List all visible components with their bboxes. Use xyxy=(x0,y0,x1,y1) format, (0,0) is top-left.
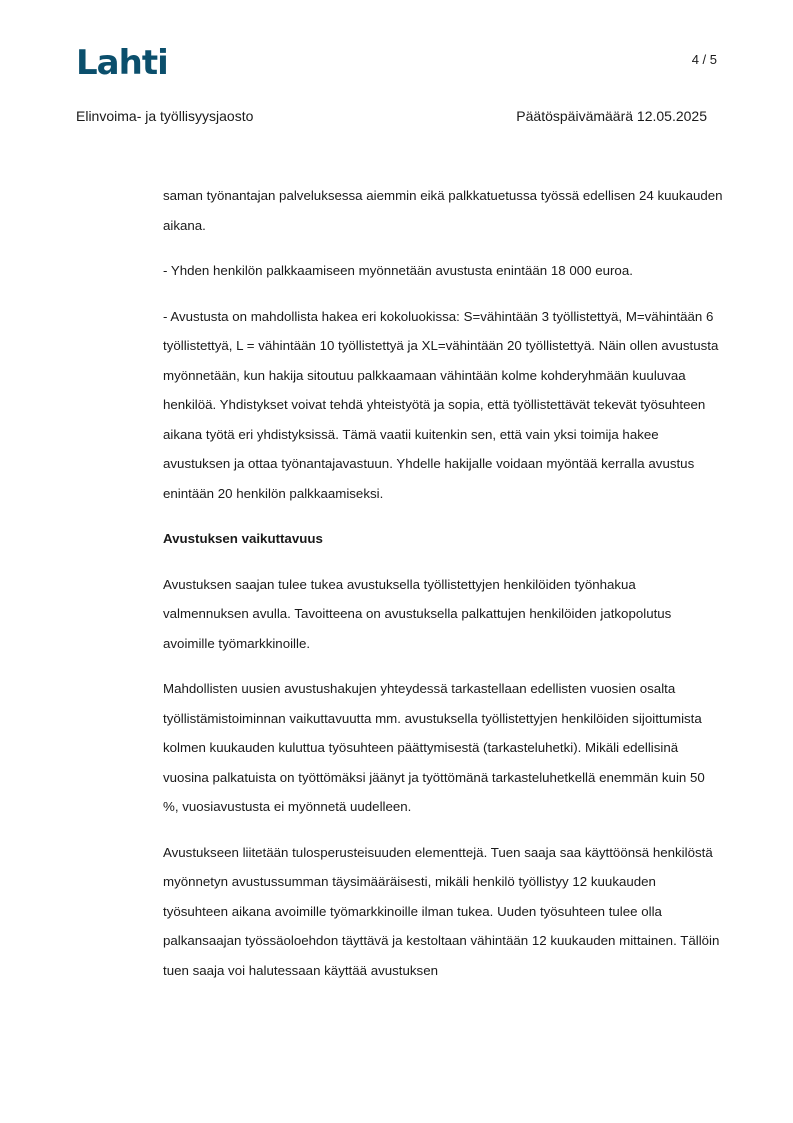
page-number: 4 / 5 xyxy=(691,52,717,67)
section-heading: Avustuksen vaikuttavuus xyxy=(163,531,323,546)
decision-date: Päätöspäivämäärä 12.05.2025 xyxy=(516,108,707,124)
paragraph-max-amount: - Yhden henkilön palkkaamiseen myönnetään avustusta enintään 18 000 euroa. xyxy=(163,263,633,278)
lahti-logo: Lahti xyxy=(76,43,168,83)
paragraph-result-based: Avustukseen liitetään tulosperusteisuuden elementtejä. Tuen saaja saa käyttöönsä henkilöstä myönnetyn avustussumman täysimääräisesti, mikäli henkilö työllistyy 12 kuukauden työsuhteen aikana avoimille työmarkkinoille ilman tukea. Uuden työsuhteen tulee olla palkansaajan työssäoloehdon täyttävä ja kestoltaan vähintään 12 kuukauden mittainen. Tällöin tuen saaja voi halutessaan käyttää avustuksen xyxy=(163,844,720,978)
paragraph-continuation: saman työnantajan palveluksessa aiemmin eikä palkkatuetussa työssä edellisen 24 kuukauden aikana. xyxy=(163,188,723,233)
committee-name: Elinvoima- ja työllisyysjaosto xyxy=(76,108,254,124)
paragraph-impact-review: Mahdollisten uusien avustushakujen yhteydessä tarkastellaan edellisten vuosien osalta työllistämistoiminnan vaikuttavuutta mm. avustuksella työllistettyjen henkilöiden sijoittumista kolmen kuukauden kuluttua työsuhteen päättymisestä (tarkasteluhetki). Mikäli edellisinä vuosina palkatuista on työttömäksi jäänyt ja työttömänä tarkasteluhetkellä enemmän kuin 50 %, vuosiavustusta ei myönnetä uudelleen. xyxy=(163,681,705,814)
paragraph-size-classes: - Avustusta on mahdollista hakea eri kokoluokissa: S=vähintään 3 työllistettyä, M=vähintään 6 työllistettyä, L = vähintään 10 työllistettyä ja XL=vähintään 20 työllistettyä. Näin ollen avustusta myönnetään, kun hakija sitoutuu palkkaamaan vähintään kolme kohderyhmään kuuluvaa henkilöä. Yhdistykset voivat tehdä yhteistyötä ja sopia, että työllistettävät tekevät työsuhteen aikana työtä eri yhdistyksissä. Tämä vaatii kuitenkin sen, että vain yksi toimija hakee avustuksen ja ottaa työnantajavastuun. Yhdelle hakijalle voidaan myöntää kerralla avustus enintään 20 henkilön palkkaamiseksi. xyxy=(163,308,719,501)
paragraph-job-coaching: Avustuksen saajan tulee tukea avustuksella työllistettyjen henkilöiden työnhakua valmennuksen avulla. Tavoitteena on avustuksella palkattujen henkilöiden jatkopolutus avoimille työmarkkinoille. xyxy=(163,576,672,651)
document-body xyxy=(163,181,723,1001)
